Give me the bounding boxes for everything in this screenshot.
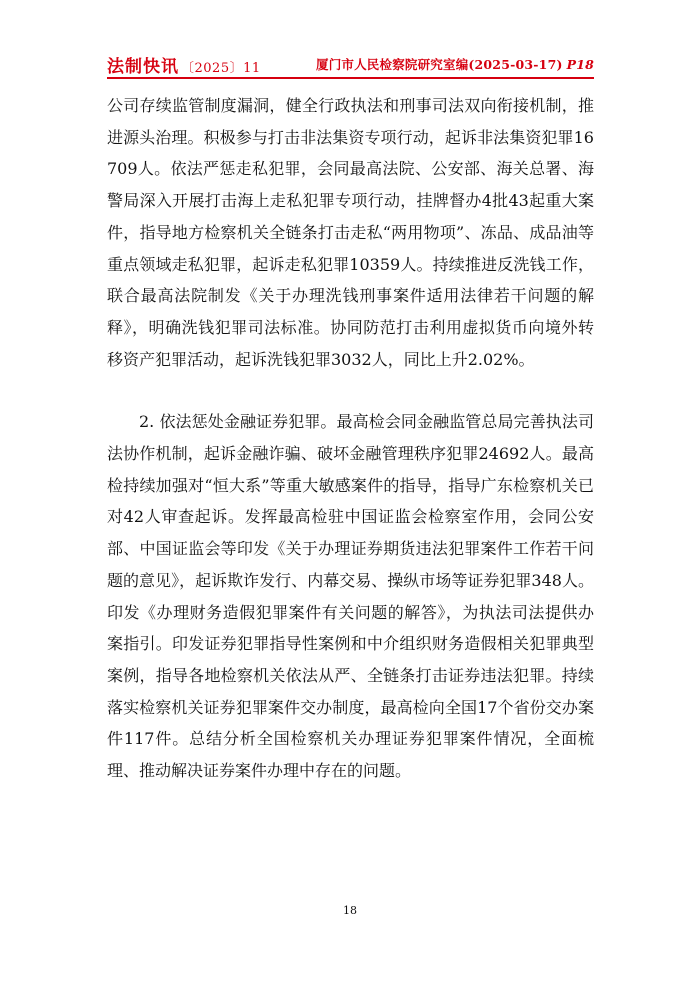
body-paragraph-continued: 公司存续监管制度漏洞，健全行政执法和刑事司法双向衔接机制，推进源头治理。积极参与打击非法集资专项行动，起诉非法集资犯罪16709人。依法严惩走私犯罪，会同最高法院、公安部、海关总署、海警局深入开展打击海上走私犯罪专项行动，挂牌督办4批43起重大案件，指导地方检察机关全链条打击走私“两用物项”、冻品、成品油等重点领域走私犯罪，起诉走私犯罪10359人。持续推进反洗钱工作，联合最高法院制发《关于办理洗钱刑事案件适用法律若干问题的解释》，明确洗钱犯罪司法标准。协同防范打击利用虚拟货币向境外转移资产犯罪活动，起诉洗钱犯罪3032人，同比上升2.02%。	[107, 96, 594, 369]
header-page-label: P18	[566, 57, 594, 72]
document-body	[107, 90, 594, 787]
body-paragraph-section-2: 2. 依法惩处金融证券犯罪。最高检会同金融监管总局完善执法司法协作机制，起诉金融诈骗、破坏金融管理秩序犯罪24692人。最高检持续加强对“恒大系”等重大敏感案件的指导，指导广东检察机关已对42人审查起诉。发挥最高检驻中国证监会检察室作用，会同公安部、中国证监会等印发《关于办理证券期货违法犯罪案件工作若干问题的意见》，起诉欺诈发行、内幕交易、操纵市场等证券犯罪348人。印发《办理财务造假犯罪案件有关问题的解答》，为执法司法提供办案指引。印发证券犯罪指导性案例和中介组织财务造假相关犯罪典型案例，指导各地检察机关依法从严、全链条打击证券违法犯罪。持续落实检察机关证券犯罪案件交办制度，最高检向全国17个省份交办案件117件。总结分析全国检察机关办理证券犯罪案件情况，全面梳理、推动解决证券案件办理中存在的问题。	[107, 412, 594, 781]
issue-number: 〔2025〕11	[181, 61, 261, 76]
header-divider	[107, 77, 594, 79]
publisher-label: 厦门市人民检察院研究室编(2025-03-17)	[316, 57, 563, 72]
header-source	[316, 55, 594, 73]
page-number: 18	[343, 904, 357, 917]
header-title	[107, 52, 261, 77]
running-header	[107, 52, 594, 76]
publication-name: 法制快讯	[107, 57, 179, 77]
